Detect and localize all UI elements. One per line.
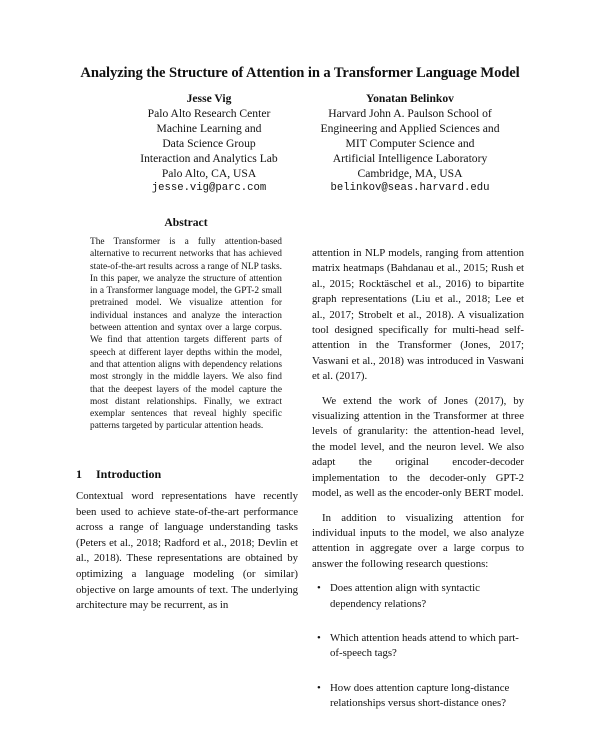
paragraph: In addition to visualizing attention for individual inputs to the model, we also analyze attention in aggregate over a large corpus to answer the following research questions: xyxy=(312,511,524,570)
affiliation-line: Machine Learning and xyxy=(156,122,262,135)
affiliation-line: Artificial Intelligence Laboratory xyxy=(332,152,488,165)
author-block-belinkov xyxy=(308,91,512,196)
author-email: jesse.vig@parc.com xyxy=(151,182,267,194)
author-name: Yonatan Belinkov xyxy=(366,92,454,105)
affiliation-line: Cambridge, MA, USA xyxy=(357,167,463,180)
paragraph: attention in NLP models, ranging from attention matrix heatmaps (Bahdanau et al., 2015; Rush et al., 2015; Rocktäschel et al., 2016) to bipartite graph representations (Liu et al., 2018; Lee et al., 2017; Strobelt et al., 2018). A visualization tool designed specifically for multi-head self-attention in the Transformer (Jones, 2017; Vaswani et al., 2018) was introduced in Vaswani et al. (2017). xyxy=(312,247,524,383)
paper-title: Analyzing the Structure of Attention in a Transformer Language Model xyxy=(80,65,520,81)
affiliation-line: Data Science Group xyxy=(162,137,256,150)
abstract-section xyxy=(90,216,282,433)
affiliation-line: MIT Computer Science and xyxy=(345,137,475,150)
bullet-icon: • xyxy=(317,681,321,694)
research-questions-list xyxy=(312,581,524,711)
affiliation-line: Engineering and Applied Sciences and xyxy=(320,122,500,135)
bullet-icon: • xyxy=(317,582,321,595)
section-heading-introduction xyxy=(76,467,161,482)
section-title: Introduction xyxy=(96,467,162,481)
abstract-text: The Transformer is a fully attention-based alternative to recurrent networks that has achieved state-of-the-art results across a range of NLP tasks. In this paper, we analyze the structure of attention in a Transformer language model, the GPT-2 small pretrained model. We visualize attention for individual instances and analyze the interaction between attention and syntax over a large corpus. We find that attention targets different parts of speech at different layer depths within the model, and that attention aligns with dependency relations most strongly in the middle layers. We also find that the deepest layers of the model capture the most distant relationships. Finally, we extract exemplar sentences that reveal highly specific patterns targeted by particular attention heads. xyxy=(90,237,282,432)
bullet-icon: • xyxy=(317,631,321,644)
affiliation-line: Harvard John A. Paulson School of xyxy=(328,107,492,120)
affiliation-line: Interaction and Analytics Lab xyxy=(140,152,278,165)
author-block-vig xyxy=(108,91,310,196)
right-column xyxy=(312,246,524,731)
introduction-text: Contextual word representations have recently been used to achieve state-of-the-art performance across a range of language understanding tasks (Peters et al., 2018; Radford et al., 2018; Devlin et al., 2018). These representations are obtained by optimizing a language modeling (or similar) objective on large amounts of text. The underlying architecture may be recurrent, as in xyxy=(76,490,298,612)
section-number: 1 xyxy=(76,467,82,481)
abstract-heading: Abstract xyxy=(164,216,208,229)
list-item: • How does attention capture long-distance relationships versus short-distance ones? xyxy=(317,681,510,710)
affiliation-line: Palo Alto, CA, USA xyxy=(161,167,257,180)
list-item: • Which attention heads attend to which part-of-speech tags? xyxy=(317,631,519,660)
affiliation-line: Palo Alto Research Center xyxy=(147,107,271,120)
list-item: • Does attention align with syntactic dependency relations? xyxy=(317,582,480,610)
author-email: belinkov@seas.harvard.edu xyxy=(330,182,490,194)
author-name: Jesse Vig xyxy=(186,92,232,105)
paragraph: We extend the work of Jones (2017), by visualizing attention in the Transformer at three levels of granularity: the attention-head level, the model level, and the neuron level. We also adapt the original encoder-decoder implementation to the decoder-only GPT-2 model, as well as the encoder-only BERT model. xyxy=(312,394,524,500)
